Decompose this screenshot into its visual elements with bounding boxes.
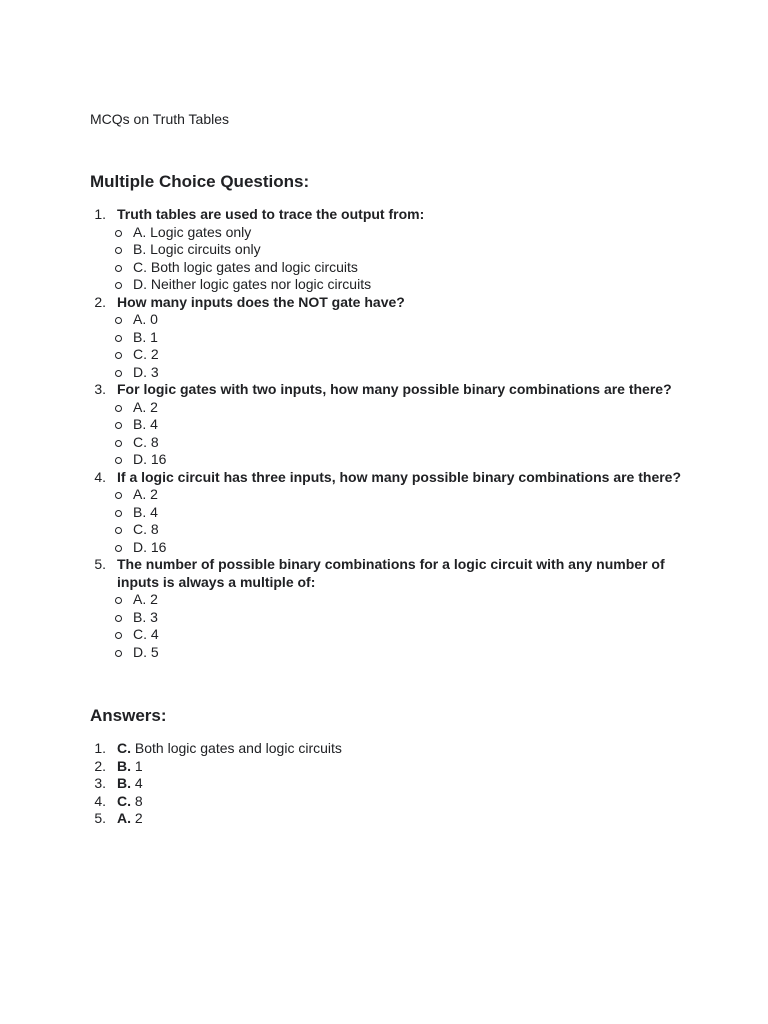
answer-number: 3. [94, 775, 106, 791]
answer-text: Both logic gates and logic circuits [134, 740, 342, 756]
answer-letter: C. [117, 792, 131, 809]
hollow-bullet-icon [115, 597, 122, 604]
question-number: 1. [94, 206, 106, 222]
hollow-bullet-icon [115, 405, 122, 412]
question-text: The number of possible binary combinations for a logic circuit with any number of inputs is always a multiple of: [117, 556, 665, 590]
answer-item [90, 740, 690, 758]
hollow-bullet-icon [115, 510, 122, 517]
option-text: D. 3 [133, 363, 159, 380]
option-item [117, 644, 690, 662]
option-item [117, 346, 690, 364]
option-item [117, 539, 690, 557]
answer-text: 1 [134, 757, 143, 774]
option-item [117, 416, 690, 434]
option-item [117, 259, 690, 277]
option-text: C. 8 [133, 433, 159, 450]
answer-number: 5. [94, 810, 106, 826]
hollow-bullet-icon [115, 352, 122, 359]
hollow-bullet-icon [115, 545, 122, 552]
hollow-bullet-icon [115, 317, 122, 324]
option-text: C. 8 [133, 521, 159, 537]
hollow-bullet-icon [115, 230, 122, 237]
question-list [90, 206, 690, 661]
answer-list [90, 740, 690, 828]
option-item [117, 224, 690, 242]
answer-text: 2 [134, 810, 143, 826]
hollow-bullet-icon [115, 422, 122, 429]
option-item [117, 364, 690, 382]
answer-item [90, 758, 690, 776]
hollow-bullet-icon [115, 440, 122, 447]
option-text: B. 4 [133, 503, 158, 520]
question-number: 4. [94, 468, 106, 485]
option-list [117, 224, 690, 294]
option-text: C. 2 [133, 346, 159, 362]
option-list [117, 311, 690, 381]
question-number: 5. [94, 556, 106, 572]
option-list [117, 591, 690, 661]
hollow-bullet-icon [115, 265, 122, 272]
hollow-bullet-icon [115, 282, 122, 289]
answer-text: 4 [134, 775, 143, 791]
option-item [117, 241, 690, 259]
hollow-bullet-icon [115, 370, 122, 377]
option-text: D. 16 [133, 538, 167, 555]
option-item [117, 486, 690, 504]
option-text: A. 2 [133, 398, 158, 415]
option-item [117, 609, 690, 627]
option-text: B. Logic circuits only [133, 241, 261, 257]
question-text: How many inputs does the NOT gate have? [117, 293, 405, 310]
answer-item [90, 810, 690, 828]
answer-letter: B. [117, 757, 131, 774]
option-text: C. Both logic gates and logic circuits [133, 258, 358, 275]
answers-heading: Answers: [90, 706, 167, 725]
question-item [90, 556, 690, 661]
hollow-bullet-icon [115, 335, 122, 342]
hollow-bullet-icon [115, 650, 122, 657]
option-text: A. Logic gates only [133, 223, 252, 240]
option-text: B. 1 [133, 328, 158, 345]
option-list [117, 399, 690, 469]
option-text: D. 5 [133, 643, 159, 660]
answer-number: 2. [94, 757, 106, 774]
document-title: MCQs on Truth Tables [90, 111, 230, 127]
question-text: For logic gates with two inputs, how many possible binary combinations are there? [117, 381, 672, 397]
hollow-bullet-icon [115, 492, 122, 499]
option-text: D. 16 [133, 451, 167, 467]
answer-number: 1. [94, 740, 106, 756]
option-item [117, 504, 690, 522]
option-item [117, 276, 690, 294]
question-number: 3. [94, 381, 106, 397]
answer-number: 4. [94, 792, 106, 809]
option-item [117, 451, 690, 469]
option-item [117, 399, 690, 417]
hollow-bullet-icon [115, 527, 122, 534]
mcq-heading: Multiple Choice Questions: [90, 172, 310, 191]
answer-item [90, 775, 690, 793]
option-text: A. 2 [133, 591, 158, 607]
hollow-bullet-icon [115, 457, 122, 464]
hollow-bullet-icon [115, 632, 122, 639]
option-text: B. 4 [133, 416, 158, 432]
option-item [117, 311, 690, 329]
option-list [117, 486, 690, 556]
question-item [90, 206, 690, 294]
question-item [90, 381, 690, 469]
option-item [117, 626, 690, 644]
answer-item [90, 793, 690, 811]
answer-letter: C. [117, 740, 131, 756]
hollow-bullet-icon [115, 247, 122, 254]
option-item [117, 434, 690, 452]
answer-letter: B. [117, 775, 131, 791]
option-text: D. Neither logic gates nor logic circuits [133, 276, 372, 292]
hollow-bullet-icon [115, 615, 122, 622]
question-text: Truth tables are used to trace the output from: [117, 206, 425, 222]
option-text: A. 2 [133, 486, 158, 502]
option-text: C. 4 [133, 626, 159, 642]
question-text: If a logic circuit has three inputs, how many possible binary combinations are there? [117, 468, 682, 485]
question-item [90, 469, 690, 557]
question-item [90, 294, 690, 382]
question-number: 2. [94, 293, 106, 310]
option-item [117, 329, 690, 347]
option-item [117, 591, 690, 609]
option-text: B. 3 [133, 608, 158, 625]
option-item [117, 521, 690, 539]
option-text: A. 0 [133, 311, 158, 327]
answer-text: 8 [134, 792, 143, 809]
answer-letter: A. [117, 810, 131, 826]
